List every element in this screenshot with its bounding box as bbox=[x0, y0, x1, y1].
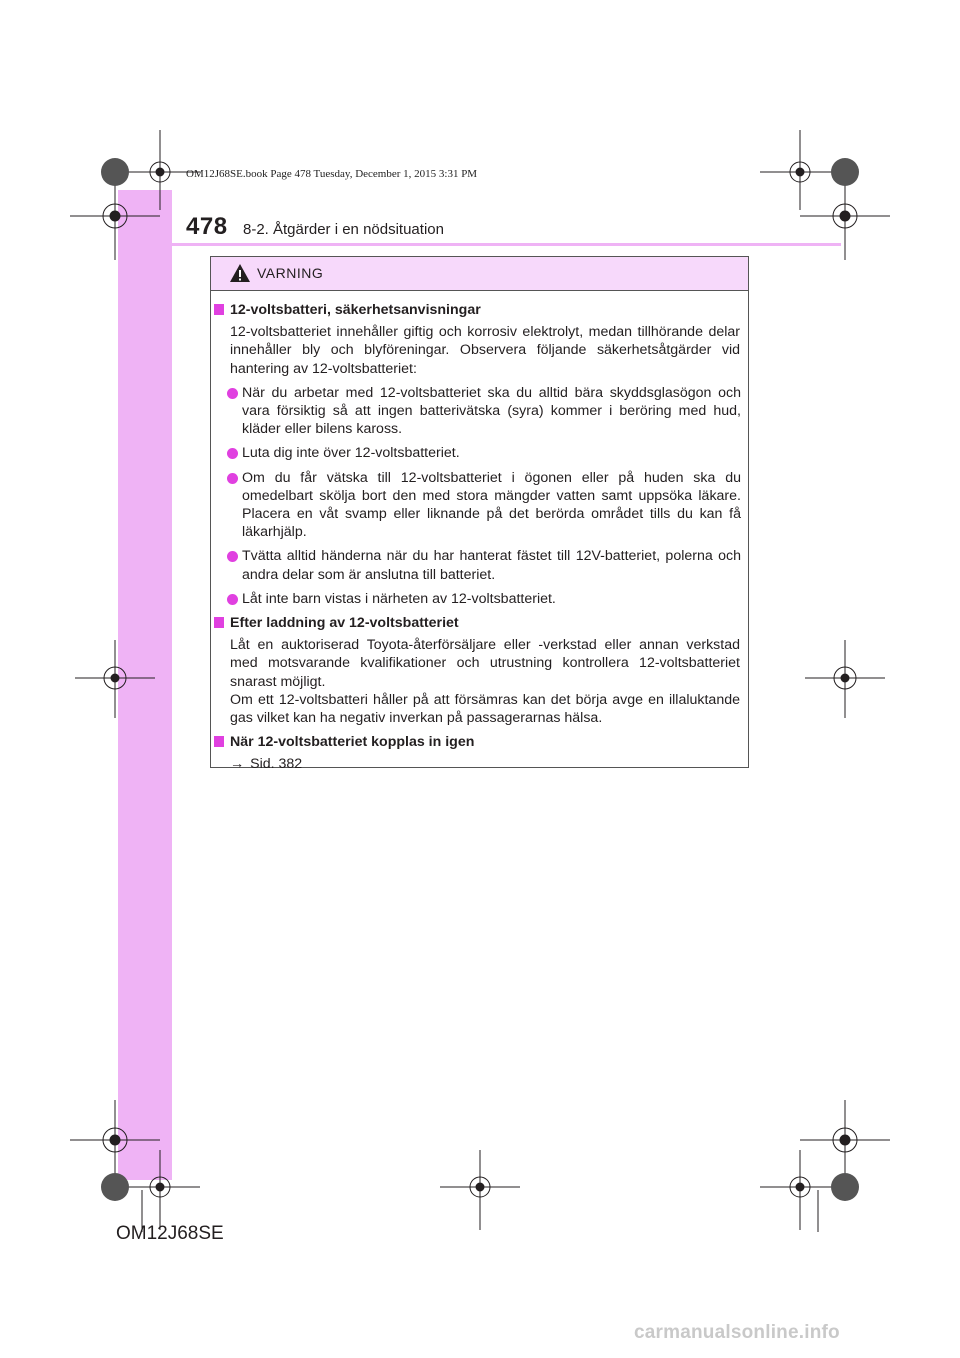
heading-reconnect: När 12-voltsbatteriet kopplas in igen bbox=[211, 733, 748, 751]
page-reference-link[interactable]: Sid. 382 bbox=[250, 756, 303, 773]
footer-code: OM12J68SE bbox=[116, 1223, 224, 1244]
arrow-right-icon: → bbox=[230, 756, 245, 773]
list-item: Låt inte barn vistas i närheten av 12-voltsbatteriet. bbox=[211, 590, 748, 608]
list-item: När du arbetar med 12-voltsbatteriet ska du alltid bära skyddsglasögon och vara försiktig så att ingen batterivätska (syra) kommer i beröring med hud, kläder eller bilens kaross. bbox=[211, 384, 748, 439]
after-charging-text-2: Om ett 12-voltsbatteri håller på att försämras kan det börja avge en illaluktande gas vilket kan ha negativ inverkan på passagerarnas hälsa. bbox=[230, 691, 740, 727]
heading-after-charging: Efter laddning av 12-voltsbatteriet bbox=[211, 614, 748, 632]
warning-title: VARNING bbox=[257, 265, 324, 281]
list-item: Tvätta alltid händerna när du har hanterat fästet till 12V-batteriet, polerna och andra delar som är anslutna till batteriet. bbox=[211, 547, 748, 583]
list-item: Luta dig inte över 12-voltsbatteriet. bbox=[211, 444, 748, 462]
watermark: carmanualsonline.info bbox=[634, 1322, 840, 1343]
section-title: 8-2. Åtgärder i en nödsituation bbox=[243, 221, 444, 238]
list-item: Om du får vätska till 12-voltsbatteriet i ögonen eller på huden ska du omedelbart skölja bort den med stora mängder vatten samt uppsöka läkare. Placera en våt svamp eller liknande på det berörda området tills du kan få läkarhjälp. bbox=[211, 469, 748, 542]
battery-safety-text: 12-voltsbatteriet innehåller giftig och korrosiv elektrolyt, medan tillhörande delar innehåller bly och blyföreningar. Observera följande säkerhetsåtgärder vid hantering av 12-voltsbatteriet: bbox=[230, 324, 740, 377]
book-info: OM12J68SE.book Page 478 Tuesday, December 1, 2015 3:31 PM bbox=[186, 168, 478, 180]
after-charging-text-1: Låt en auktoriserad Toyota-återförsäljare eller -verkstad eller annan verkstad med motsvarande kvalifikationer och utrustning kontrollera 12-voltsbatteriet snarast möjligt. bbox=[230, 637, 740, 690]
heading-battery-safety: 12-voltsbatteri, säkerhetsanvisningar bbox=[211, 301, 748, 319]
page-number: 478 bbox=[186, 213, 228, 240]
